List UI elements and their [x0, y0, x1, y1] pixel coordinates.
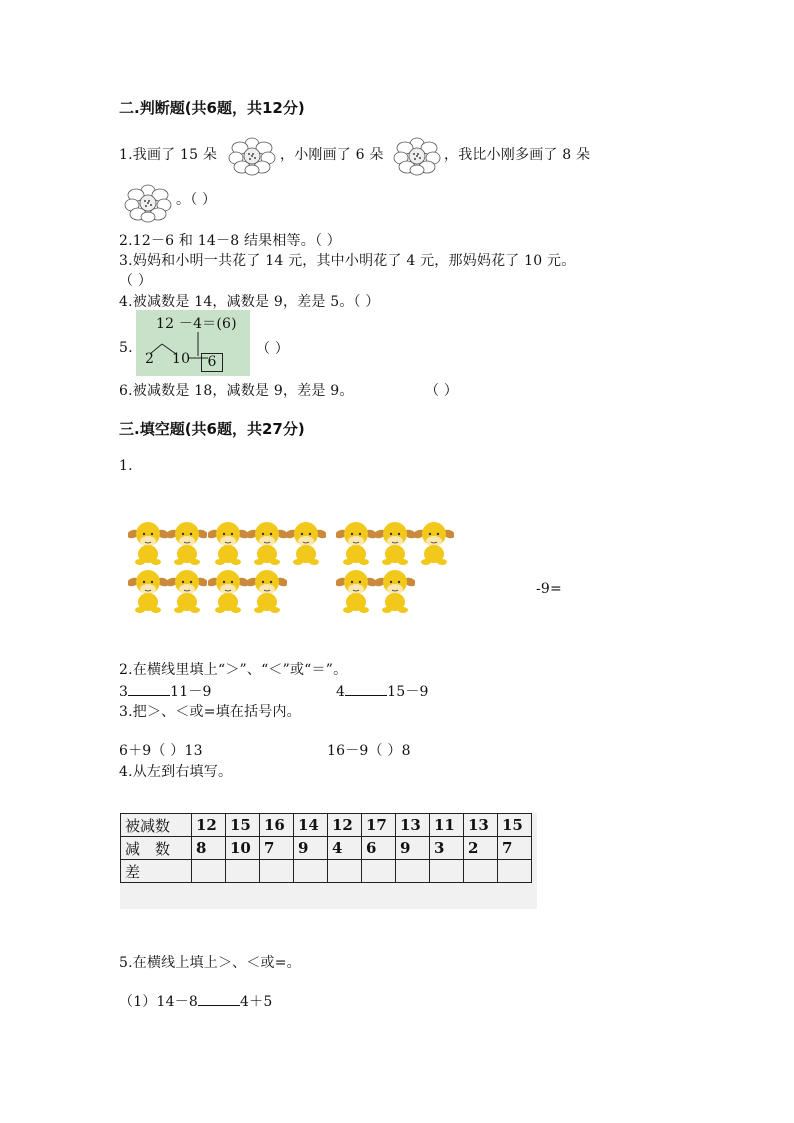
compare-right-number: 4 — [336, 684, 346, 700]
question-5-number: 5. — [119, 340, 133, 356]
table-cell-minuend: 12 — [192, 814, 226, 837]
table-cell-difference-blank[interactable] — [294, 860, 328, 883]
table-cell-difference-blank[interactable] — [260, 860, 294, 883]
table-cell-subtrahend: 3 — [430, 837, 464, 860]
fill-question-2-left — [119, 681, 212, 701]
dog-icon — [208, 520, 248, 566]
dog-icon — [247, 520, 287, 566]
fill-question-1-number: 1. — [119, 458, 133, 474]
table-cell-subtrahend: 7 — [260, 837, 294, 860]
question-6-paren: （ ） — [425, 383, 459, 399]
question-3-paren: （ ） — [119, 273, 153, 289]
fill-question-2-right — [336, 681, 429, 701]
compare-left-expression: （1）14－8 — [119, 994, 199, 1010]
answer-blank[interactable] — [345, 681, 387, 696]
table-cell-subtrahend: 2 — [464, 837, 498, 860]
flower-icon — [228, 136, 276, 176]
compare-left-expression: 11－9 — [170, 684, 212, 700]
table-cell-subtrahend: 6 — [362, 837, 396, 860]
flower-icon — [123, 183, 173, 223]
fill-question-3-title: 3.把＞、＜或=填在括号内。 — [119, 704, 301, 720]
table-cell-difference-blank[interactable] — [430, 860, 464, 883]
compare-right-expression: 4＋5 — [240, 994, 273, 1010]
table-row-minuend — [121, 814, 532, 837]
table-cell-subtrahend: 9 — [294, 837, 328, 860]
question-1-text-b: ，小刚画了 6 朵 — [280, 147, 384, 163]
diagram-part-left: 2 — [145, 351, 155, 367]
fill-question-4-title: 4.从左到右填写。 — [119, 764, 233, 780]
dog-icon — [375, 568, 415, 614]
table-cell-difference-blank[interactable] — [362, 860, 396, 883]
dog-icon — [128, 568, 168, 614]
table-cell-difference-blank[interactable] — [192, 860, 226, 883]
table-cell-minuend: 13 — [464, 814, 498, 837]
dog-icon — [336, 520, 376, 566]
answer-blank[interactable] — [128, 681, 170, 696]
table-row-difference — [121, 860, 532, 883]
question-1-text-a: 1.我画了 15 朵 — [119, 147, 218, 163]
question-2-text: 2.12－6 和 14－8 结果相等。（ ） — [119, 233, 342, 249]
table-cell-minuend: 17 — [362, 814, 396, 837]
fill-question-3-right: 16－9（ ）8 — [327, 743, 411, 759]
table-cell-minuend: 16 — [260, 814, 294, 837]
row-label: 减 数 — [121, 837, 192, 860]
table-cell-minuend: 15 — [498, 814, 532, 837]
table-row-subtrahend — [121, 837, 532, 860]
question-1-text-c: ，我比小刚多画了 8 朵 — [444, 147, 591, 163]
question-6-text: 6.被减数是 18，减数是 9，差是 9。 — [119, 383, 354, 399]
table-cell-subtrahend: 10 — [226, 837, 260, 860]
compare-right-expression: 15－9 — [387, 684, 429, 700]
table-cell-subtrahend: 9 — [396, 837, 430, 860]
section2-heading: 二.判断题(共6题，共12分) — [119, 99, 305, 117]
question-4-text: 4.被减数是 14，减数是 9，差是 5。（ ） — [119, 294, 380, 310]
question-3-text: 3.妈妈和小明一共花了 14 元，其中小明花了 4 元，那妈妈花了 10 元。 — [119, 253, 576, 269]
fill-question-5-item-1 — [119, 991, 272, 1011]
fill-question-5-title: 5.在横线上填上＞、＜或=。 — [119, 955, 301, 971]
dog-icon — [375, 520, 415, 566]
dog-icon — [167, 520, 207, 566]
row-label: 被减数 — [121, 814, 192, 837]
table-cell-minuend: 15 — [226, 814, 260, 837]
table-cell-difference-blank[interactable] — [464, 860, 498, 883]
diagram-part-mid: 10 — [172, 351, 191, 367]
table-cell-difference-blank[interactable] — [498, 860, 532, 883]
diagram-equation: 12 －4＝(6) — [156, 316, 237, 332]
question-1-text-d: 。（ ） — [176, 192, 217, 208]
dog-icon — [247, 568, 287, 614]
table-cell-minuend: 11 — [430, 814, 464, 837]
table-cell-subtrahend: 4 — [328, 837, 362, 860]
table-cell-minuend: 12 — [328, 814, 362, 837]
dog-icon — [414, 520, 454, 566]
fill-question-2-title: 2.在横线里填上“＞”、“＜”或“＝”。 — [119, 662, 348, 678]
table-cell-minuend: 14 — [294, 814, 328, 837]
section3-heading: 三.填空题(共6题，共27分) — [119, 420, 305, 438]
question-5-paren: （ ） — [256, 341, 290, 357]
subtraction-table — [120, 813, 532, 883]
row-label: 差 — [121, 860, 192, 883]
dog-icon — [167, 568, 207, 614]
table-cell-difference-blank[interactable] — [328, 860, 362, 883]
table-cell-subtrahend: 8 — [192, 837, 226, 860]
fill-question-1-expression: -9= — [536, 581, 562, 597]
table-cell-difference-blank[interactable] — [226, 860, 260, 883]
flower-icon — [393, 136, 441, 176]
table-cell-minuend: 13 — [396, 814, 430, 837]
dog-icon — [128, 520, 168, 566]
table-cell-subtrahend: 7 — [498, 837, 532, 860]
dog-icon — [336, 568, 376, 614]
dog-icon — [286, 520, 326, 566]
table-cell-difference-blank[interactable] — [396, 860, 430, 883]
fill-question-3-left: 6＋9（ ）13 — [119, 743, 203, 759]
diagram-answer-box: 6 — [201, 353, 223, 372]
compare-left-number: 3 — [119, 684, 129, 700]
answer-blank[interactable] — [198, 991, 240, 1006]
dog-icon — [208, 568, 248, 614]
